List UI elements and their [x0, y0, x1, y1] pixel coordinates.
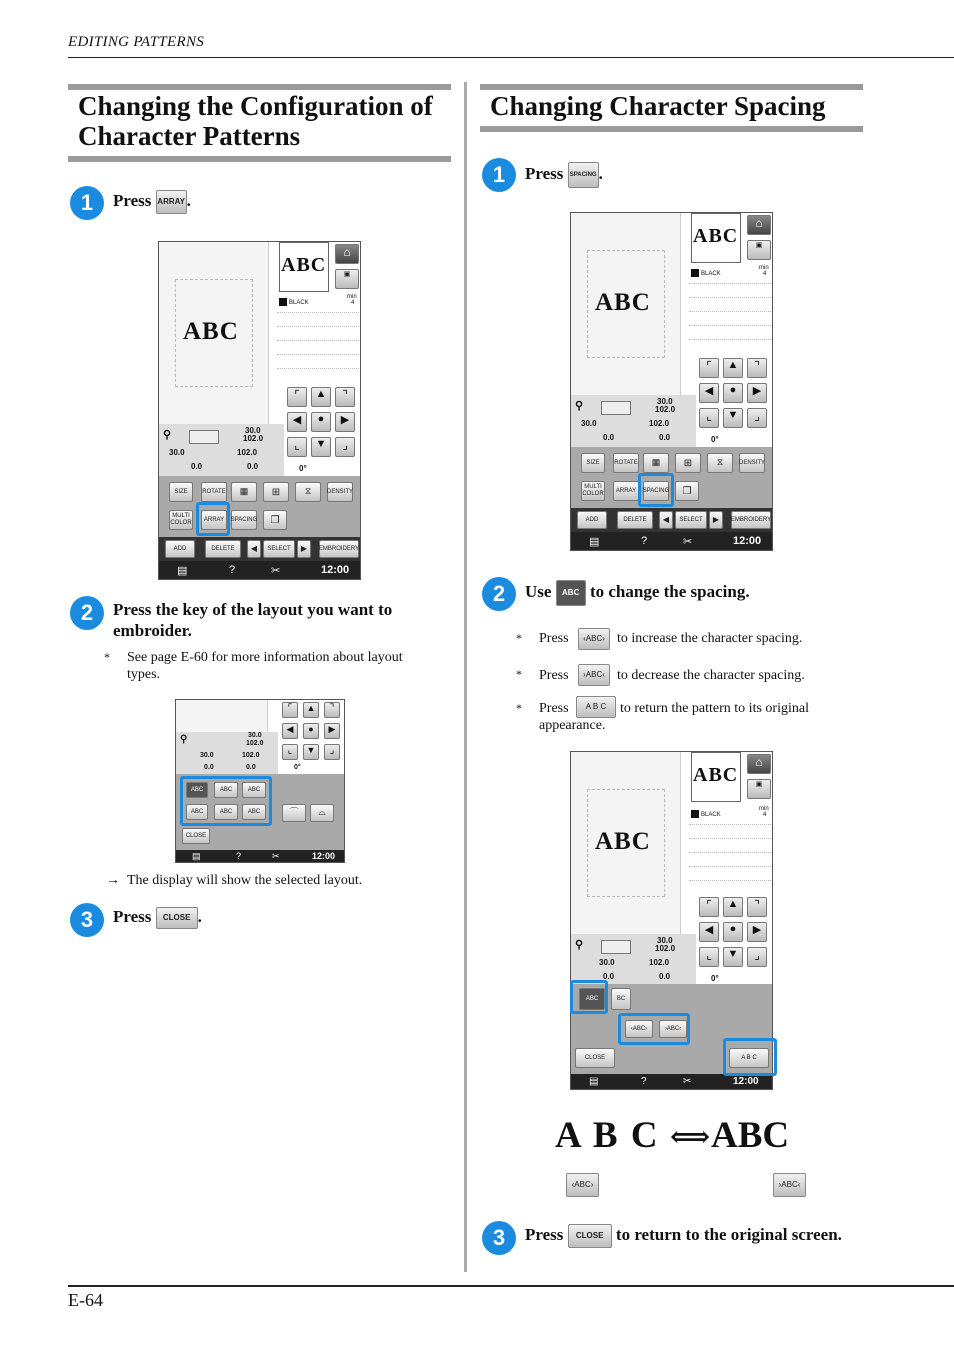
decrease-spacing-button[interactable]: ›ABC‹ — [659, 1020, 687, 1038]
step-text — [525, 1224, 842, 1248]
min-value: 4 — [763, 271, 767, 277]
offset-y-value: 0.0 — [659, 972, 671, 981]
width-value: 30.0 — [599, 958, 615, 967]
grid-button[interactable]: ⊞ — [263, 482, 289, 502]
spacing-mode-button[interactable]: BC — [611, 988, 631, 1010]
pattern-thumbnail: ABC — [281, 254, 327, 276]
question-icon[interactable]: ? — [641, 1076, 647, 1087]
spacing-button[interactable]: SPACING — [231, 510, 257, 530]
step-label: to return to the original screen. — [615, 1225, 842, 1244]
embroidery-button[interactable]: EMBROIDERY — [319, 540, 359, 558]
pattern-thumbnail: ABC — [693, 764, 739, 786]
right-section-title — [480, 84, 863, 132]
center-icon[interactable]: ● — [311, 412, 331, 432]
arrow-left-icon[interactable]: ◀ — [699, 922, 719, 942]
size-button[interactable]: SIZE — [581, 453, 605, 473]
offset-x-value: 0.0 — [603, 433, 615, 442]
arrow-up-right-icon[interactable]: ⌝ — [335, 387, 355, 407]
home-icon[interactable]: ⌂ — [747, 754, 771, 774]
screen-layout: ⌜ ▲ ⌝ ◀ ● ▶ ⌞ ▼ ⌟ ⚲ 30.0 102.0 30.0 102.0 0.0 0.0 0° ABC ABC ABC ABC ABC ABC ⌒ ⌓ CLOSE ▤ ? ✂ 12:00 — [175, 699, 345, 863]
angle-value: 0° — [299, 464, 307, 473]
spacing-key-icon: SPACING — [568, 162, 599, 188]
offset-x-value: 0.0 — [603, 972, 615, 981]
wide-spacing-sample: A B C — [555, 1115, 660, 1156]
rotate-button[interactable]: ROTATE — [613, 453, 639, 473]
arrow-right-icon[interactable]: ▶ — [335, 412, 355, 432]
size-width-value: 30.0 — [657, 397, 673, 406]
angle-value: 0° — [711, 974, 719, 983]
size-height-value: 102.0 — [655, 944, 676, 953]
array-key-icon: ARRAY — [156, 190, 187, 214]
min-value: 4 — [351, 300, 355, 306]
note-reset: to return the pattern to its original appearance. — [539, 701, 809, 733]
center-icon[interactable]: ● — [723, 383, 743, 403]
height-value: 102.0 — [242, 752, 260, 759]
thread-color-label: BLACK — [701, 271, 721, 277]
close-button[interactable]: CLOSE — [182, 828, 210, 844]
size-width-value: 30.0 — [248, 732, 262, 739]
reset-spacing-button[interactable]: A B C — [729, 1048, 769, 1068]
layout-straight-button[interactable]: ABC — [186, 782, 208, 798]
pattern-thumbnail: ABC — [693, 225, 739, 247]
size-height-value: 102.0 — [243, 434, 264, 443]
clock-time: 12:00 — [733, 1076, 759, 1087]
layout-slant-button[interactable]: ABC — [186, 804, 208, 820]
increase-spacing-icon: ‹ABC› — [566, 1173, 599, 1197]
note-press: Press — [539, 668, 569, 683]
note-asterisk: * — [516, 667, 522, 681]
thread-icon[interactable]: ✂ — [683, 1076, 692, 1087]
step-text: Press SPACING . — [525, 162, 603, 188]
left-section-title — [68, 84, 451, 162]
thread-icon[interactable]: ✂ — [272, 851, 280, 861]
screen-array: ABC ABC ⌂ ▣ BLACK min 4 ⌜ ▲ ⌝ ◀ ● ▶ ⌞ ▼ ⌟ ⚲ 30.0 102.0 30.0 102.0 0.0 0.0 0° SIZE ROTATE ▦ ⊞ ⧖ DENSITY MULTI COLOR ARRAY SPACING ❐ ADD DELETE ◀ SELECT ▶ EMBROIDERY ▤ ? ✂ 12:00 — [158, 241, 361, 580]
arrow-up-icon[interactable]: ▲ — [303, 702, 319, 718]
width-value: 30.0 — [581, 419, 597, 428]
arrow-down-icon[interactable]: ▼ — [723, 947, 743, 967]
note-press: Press — [539, 631, 569, 646]
increase-spacing-icon: ‹ABC› — [578, 628, 610, 650]
layout-step-down-button[interactable]: ABC — [242, 782, 266, 798]
step-badge: 3 — [70, 903, 104, 937]
chapter-header: EDITING PATTERNS — [68, 34, 205, 50]
swap-arrow-icon: ⟺ — [670, 1122, 711, 1153]
decrease-spacing-icon: ›ABC‹ — [578, 664, 610, 686]
footer-rule — [68, 1285, 954, 1287]
arrow-down-right-icon[interactable]: ⌟ — [747, 408, 767, 428]
multi-color-button[interactable]: MULTI COLOR — [169, 510, 193, 530]
size-width-value: 30.0 — [245, 426, 261, 435]
arrow-left-icon[interactable]: ◀ — [282, 723, 298, 739]
select-right-icon[interactable]: ▶ — [709, 511, 723, 529]
arrow-right-icon[interactable]: ▶ — [747, 383, 767, 403]
column-divider — [464, 82, 467, 1272]
width-value: 30.0 — [169, 448, 185, 457]
add-button[interactable]: ADD — [577, 511, 607, 529]
step-text — [525, 580, 750, 606]
clock-time: 12:00 — [321, 564, 350, 576]
arc-up-icon[interactable]: ⌒ — [282, 804, 306, 822]
screen-spacing: ABC ABC ⌂ ▣ BLACK min 4 ⌜ ▲ ⌝ ◀ ● ▶ ⌞ ▼ ⌟ ⚲ 30.0 102.0 30.0 102.0 0.0 0.0 0° SIZE ROTATE ▦ ⊞ ⧖ DENSITY MULTI COLOR ARRAY SPACING ❐ ADD DELETE ◀ SELECT ▶ EMBROIDERY ▤ ? ✂ 12:00 — [570, 212, 773, 551]
density-button[interactable]: DENSITY — [739, 453, 765, 473]
step-text: Press ARRAY. — [113, 190, 191, 214]
delete-button[interactable]: DELETE — [205, 540, 241, 558]
layout-step-up-button[interactable]: ABC — [214, 782, 238, 798]
arrow-up-icon[interactable]: ▲ — [311, 387, 331, 407]
reset-spacing-icon: A B C — [576, 696, 616, 718]
copy-button[interactable]: ❐ — [263, 510, 287, 530]
center-icon[interactable]: ● — [303, 723, 319, 739]
left-title-line2: Character Patterns — [78, 121, 301, 151]
menu-icon[interactable]: ▤ — [177, 565, 188, 577]
arrow-down-icon[interactable]: ▼ — [311, 437, 331, 457]
hoop-icon[interactable]: ▣ — [747, 779, 771, 799]
min-label: min — [347, 294, 357, 300]
close-button[interactable]: CLOSE — [575, 1048, 615, 1068]
spacing-button[interactable]: SPACING — [643, 481, 669, 501]
step-badge: 2 — [70, 596, 104, 630]
layout-curve-button[interactable]: ABC — [242, 804, 266, 820]
arrow-up-right-icon[interactable]: ⌝ — [324, 702, 340, 718]
clock-time: 12:00 — [733, 535, 762, 547]
spacing-selector-button[interactable]: ABC — [579, 988, 605, 1010]
step-label: Press — [113, 191, 152, 210]
min-label: min — [759, 265, 769, 271]
selector-highlight — [570, 980, 608, 1014]
width-value: 30.0 — [200, 752, 214, 759]
rotate-button[interactable]: ROTATE — [201, 482, 227, 502]
mirror-button[interactable]: ⧖ — [295, 482, 321, 502]
arrow-up-left-icon[interactable]: ⌜ — [282, 702, 298, 718]
grid-button[interactable]: ⊞ — [675, 453, 701, 473]
select-label: SELECT — [675, 511, 707, 529]
arrow-down-icon[interactable]: ▼ — [303, 744, 319, 760]
left-title-line1: Changing the Configuration of — [78, 91, 433, 121]
pattern-preview: ABC — [183, 318, 239, 345]
min-value: 4 — [763, 812, 767, 818]
border-button[interactable]: ▦ — [643, 453, 669, 473]
size-button[interactable]: SIZE — [169, 482, 193, 502]
arrow-down-left-icon[interactable]: ⌞ — [287, 437, 307, 457]
hoop-icon[interactable]: ▣ — [335, 269, 359, 289]
copy-button[interactable]: ❐ — [675, 481, 699, 501]
step-badge: 3 — [482, 1221, 516, 1255]
layout-arc-button[interactable]: ABC — [214, 804, 238, 820]
pattern-preview: ABC — [595, 289, 651, 316]
offset-x-value: 0.0 — [204, 764, 214, 771]
step-badge: 1 — [482, 158, 516, 192]
height-value: 102.0 — [649, 419, 670, 428]
thread-color-label: BLACK — [701, 812, 721, 818]
select-label: SELECT — [263, 540, 295, 558]
mirror-button[interactable]: ⧖ — [707, 453, 733, 473]
select-right-icon[interactable]: ▶ — [297, 540, 311, 558]
multi-color-button[interactable]: MULTI COLOR — [581, 481, 605, 501]
density-button[interactable]: DENSITY — [327, 482, 353, 502]
offset-y-value: 0.0 — [246, 764, 256, 771]
step-text: Press CLOSE . — [113, 906, 202, 929]
offset-y-value: 0.0 — [247, 462, 259, 471]
select-left-icon[interactable]: ◀ — [247, 540, 261, 558]
size-height-value: 102.0 — [655, 405, 676, 414]
close-key-icon: CLOSE — [156, 907, 198, 929]
arrow-down-right-icon[interactable]: ⌟ — [747, 947, 767, 967]
step-badge: 1 — [70, 186, 104, 220]
offset-x-value: 0.0 — [191, 462, 203, 471]
offset-y-value: 0.0 — [659, 433, 671, 442]
array-button[interactable]: ARRAY — [613, 481, 639, 501]
spacing-highlight — [638, 473, 674, 507]
delete-button[interactable]: DELETE — [617, 511, 653, 529]
arrow-up-right-icon[interactable]: ⌝ — [747, 897, 767, 917]
arrow-left-icon[interactable]: ◀ — [699, 383, 719, 403]
layout-note: See page E-60 for more information about layout types. — [127, 650, 403, 682]
header-rule — [68, 57, 954, 58]
spacing-selector-icon: ABC — [556, 580, 586, 606]
note-press: Press — [539, 701, 569, 716]
arrow-right-icon[interactable]: ▶ — [324, 723, 340, 739]
step-text: Press the key of the layout you want to embroider. — [113, 600, 393, 640]
array-highlight — [196, 502, 230, 536]
step-label: Use — [525, 581, 552, 601]
arrow-up-icon[interactable]: ▲ — [723, 897, 743, 917]
menu-icon[interactable]: ▤ — [589, 1076, 599, 1087]
hoop-icon[interactable]: ▣ — [747, 240, 771, 260]
thread-icon[interactable]: ✂ — [271, 565, 281, 577]
arrow-up-icon[interactable]: ▲ — [723, 358, 743, 378]
arrow-up-left-icon[interactable]: ⌜ — [699, 358, 719, 378]
note-asterisk: * — [516, 701, 522, 715]
right-title: Changing Character Spacing — [490, 91, 826, 121]
arrow-down-left-icon[interactable]: ⌞ — [699, 947, 719, 967]
array-button[interactable]: ARRAY — [201, 510, 227, 530]
note-increase: to increase the character spacing. — [617, 631, 803, 646]
adjust-highlight — [618, 1013, 690, 1045]
size-height-value: 102.0 — [246, 740, 264, 747]
arrow-up-right-icon[interactable]: ⌝ — [747, 358, 767, 378]
result-text: The display will show the selected layout. — [127, 873, 363, 888]
arrow-down-right-icon[interactable]: ⌟ — [335, 437, 355, 457]
step-label: to change the spacing. — [589, 581, 750, 601]
arrow-up-left-icon[interactable]: ⌜ — [699, 897, 719, 917]
step-label: Press — [525, 163, 564, 183]
question-icon[interactable]: ? — [641, 535, 648, 547]
arrow-left-icon[interactable]: ◀ — [287, 412, 307, 432]
question-icon[interactable]: ? — [229, 564, 236, 576]
height-value: 102.0 — [649, 958, 670, 967]
arc-down-icon[interactable]: ⌓ — [310, 804, 334, 822]
border-button[interactable]: ▦ — [231, 482, 257, 502]
layout-highlight — [180, 776, 272, 826]
note-decrease: to decrease the character spacing. — [617, 668, 805, 683]
menu-icon[interactable]: ▤ — [192, 851, 201, 861]
note-asterisk: * — [104, 650, 110, 664]
arrow-down-left-icon[interactable]: ⌞ — [282, 744, 298, 760]
step-badge: 2 — [482, 577, 516, 611]
menu-icon[interactable]: ▤ — [589, 536, 600, 548]
thread-icon[interactable]: ✂ — [683, 536, 693, 548]
angle-value: 0° — [294, 764, 301, 771]
result-arrow: → — [106, 873, 120, 888]
question-icon[interactable]: ? — [236, 851, 242, 861]
increase-spacing-button[interactable]: ‹ABC› — [625, 1020, 653, 1038]
arrow-down-right-icon[interactable]: ⌟ — [324, 744, 340, 760]
note-asterisk: * — [516, 631, 522, 645]
close-key-icon: CLOSE — [568, 1224, 612, 1248]
size-width-value: 30.0 — [657, 936, 673, 945]
arrow-down-icon[interactable]: ▼ — [723, 408, 743, 428]
page-number: E-64 — [68, 1290, 103, 1310]
home-icon[interactable]: ⌂ — [747, 215, 771, 235]
arrow-down-left-icon[interactable]: ⌞ — [699, 408, 719, 428]
decrease-spacing-icon: ›ABC‹ — [773, 1173, 806, 1197]
pattern-preview: ABC — [595, 828, 651, 855]
screen-spacing-controls: ABC ABC ⌂ ▣ BLACK min 4 ⌜ ▲ ⌝ ◀ ● ▶ ⌞ ▼ ⌟ ⚲ 30.0 102.0 30.0 102.0 0.0 0.0 0° ABC BC ‹ABC› ›ABC‹ CLOSE A B C ▤ ? ✂ 12:00 — [570, 751, 773, 1090]
thread-color-label: BLACK — [289, 300, 309, 306]
select-left-icon[interactable]: ◀ — [659, 511, 673, 529]
angle-value: 0° — [711, 435, 719, 444]
min-label: min — [759, 806, 769, 812]
add-button[interactable]: ADD — [165, 540, 195, 558]
arrow-up-left-icon[interactable]: ⌜ — [287, 387, 307, 407]
arrow-right-icon[interactable]: ▶ — [747, 922, 767, 942]
step-label: Press — [525, 1225, 564, 1244]
narrow-spacing-sample: ABC — [711, 1115, 790, 1156]
step-label: Press — [113, 907, 152, 926]
home-icon[interactable]: ⌂ — [335, 244, 359, 264]
center-icon[interactable]: ● — [723, 922, 743, 942]
embroidery-button[interactable]: EMBROIDERY — [731, 511, 771, 529]
reset-highlight — [723, 1038, 777, 1076]
height-value: 102.0 — [237, 448, 258, 457]
clock-time: 12:00 — [312, 851, 336, 861]
